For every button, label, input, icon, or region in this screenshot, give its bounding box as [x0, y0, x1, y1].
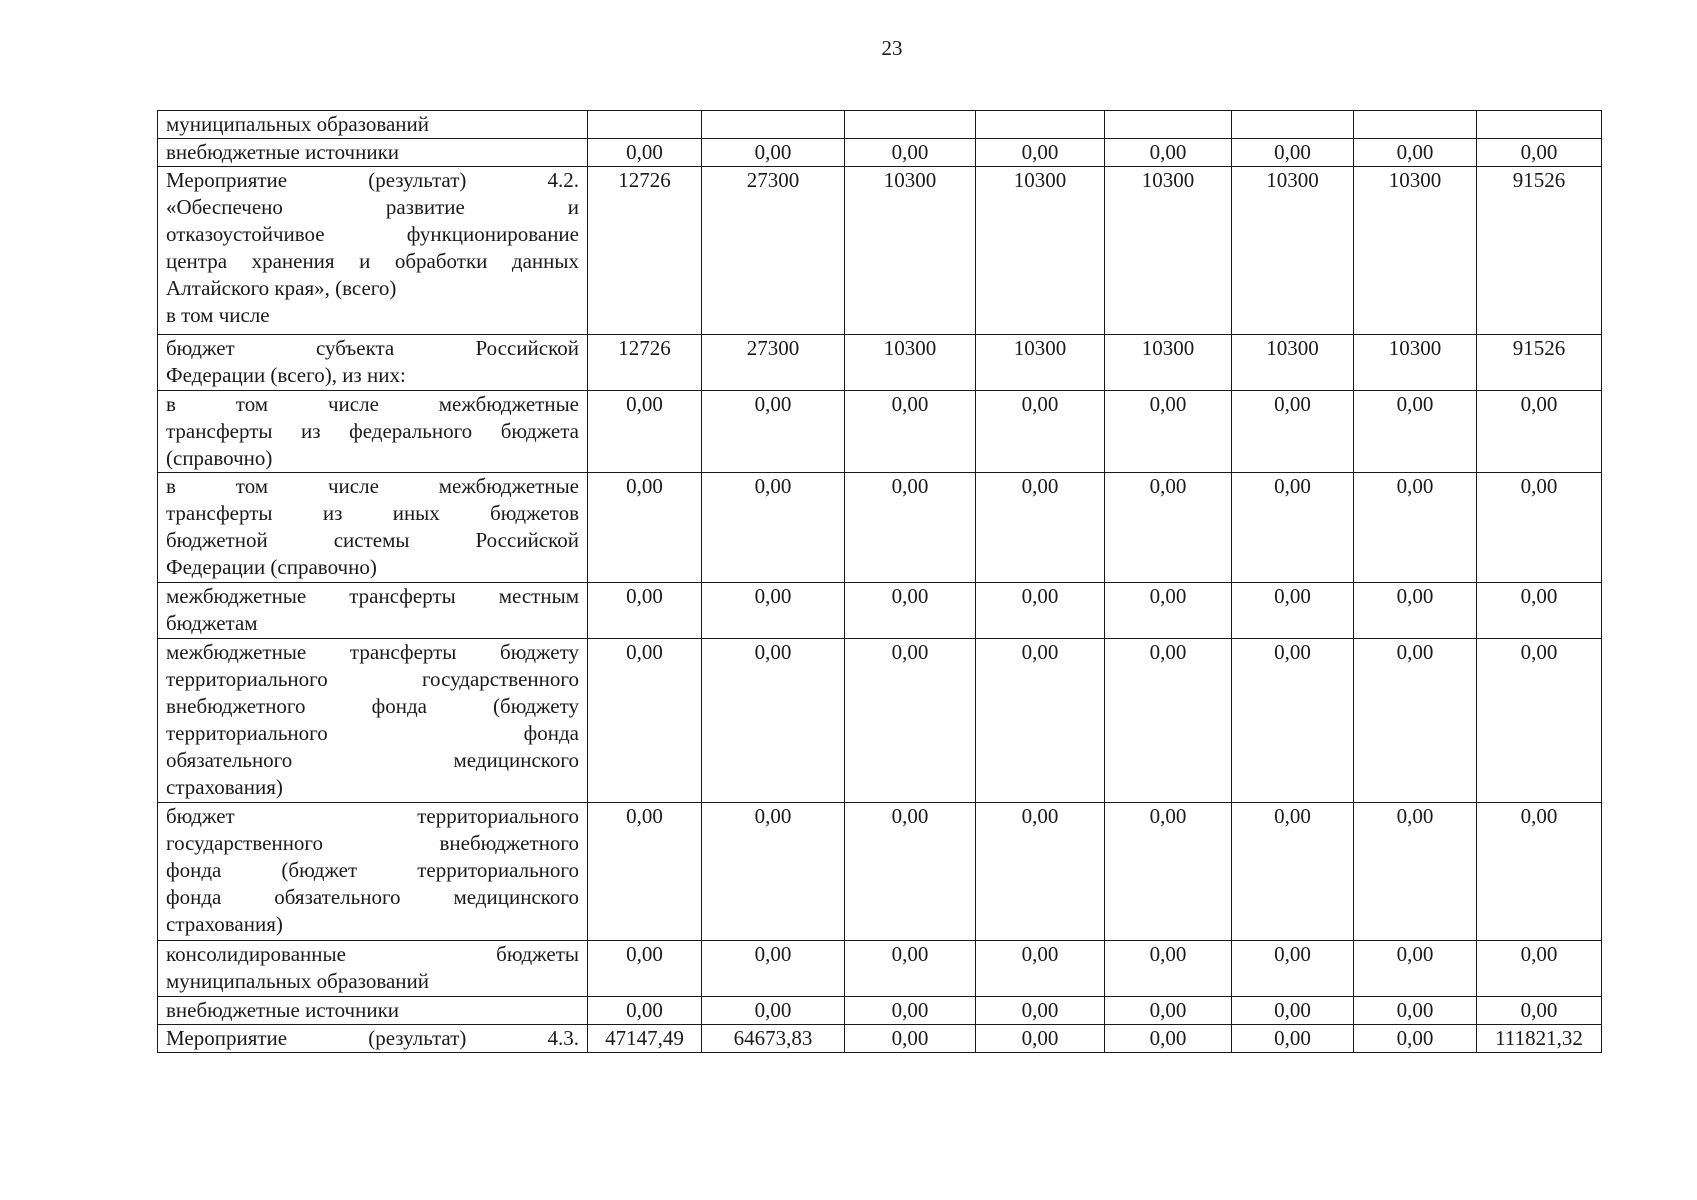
row-label-line: (справочно): [166, 446, 273, 470]
value-cell: 0,00: [588, 391, 702, 473]
budget-table-body: [158, 111, 1602, 1053]
value-cell: 10300: [1232, 167, 1354, 335]
value-cell: 0,00: [588, 639, 702, 803]
value-cell: 0,00: [845, 803, 976, 941]
row-label-line: внебюджетные источники: [166, 140, 400, 164]
row-label-line: трансферты из федерального бюджета: [166, 419, 579, 443]
value-cell: 91526: [1477, 167, 1602, 335]
value-cell: 0,00: [588, 803, 702, 941]
row-label-line: обязательного медицинского: [166, 748, 579, 772]
row-label-line: трансферты из иных бюджетов: [166, 501, 579, 525]
value-cell: 0,00: [976, 473, 1105, 583]
value-cell: 0,00: [1354, 639, 1477, 803]
value-cell: [976, 111, 1105, 139]
value-cell: 0,00: [1232, 803, 1354, 941]
value-cell: 0,00: [1105, 639, 1232, 803]
table-row: [158, 111, 1602, 139]
row-label-line: межбюджетные трансферты бюджету: [166, 640, 579, 664]
row-label-line: государственного внебюджетного: [166, 831, 579, 855]
value-cell: 0,00: [845, 473, 976, 583]
row-label: [158, 167, 588, 335]
value-cell: 0,00: [1105, 997, 1232, 1025]
value-cell: 0,00: [1354, 583, 1477, 639]
row-label-line: в том числе межбюджетные: [166, 392, 579, 416]
value-cell: 10300: [1354, 167, 1477, 335]
value-cell: 0,00: [976, 139, 1105, 167]
value-cell: 0,00: [1477, 639, 1602, 803]
value-cell: 27300: [702, 167, 845, 335]
value-cell: 0,00: [1105, 803, 1232, 941]
value-cell: 0,00: [976, 391, 1105, 473]
value-cell: 0,00: [1477, 473, 1602, 583]
value-cell: 0,00: [1105, 941, 1232, 997]
value-cell: 12726: [588, 335, 702, 391]
value-cell: 0,00: [1354, 1025, 1477, 1053]
value-cell: [1232, 111, 1354, 139]
page-number: 23: [881, 36, 903, 60]
value-cell: 0,00: [1232, 639, 1354, 803]
value-cell: 10300: [845, 335, 976, 391]
table-row: [158, 639, 1602, 803]
value-cell: [588, 111, 702, 139]
value-cell: 10300: [845, 167, 976, 335]
value-cell: 0,00: [976, 803, 1105, 941]
value-cell: 0,00: [702, 139, 845, 167]
value-cell: 0,00: [588, 473, 702, 583]
row-label-line: отказоустойчивое функционирование: [166, 222, 579, 246]
value-cell: 0,00: [1232, 139, 1354, 167]
row-label: [158, 391, 588, 473]
value-cell: 0,00: [1477, 803, 1602, 941]
table-row: [158, 473, 1602, 583]
value-cell: 0,00: [588, 997, 702, 1025]
row-label-line: фонда обязательного медицинского: [166, 885, 579, 909]
value-cell: 91526: [1477, 335, 1602, 391]
value-cell: 10300: [976, 335, 1105, 391]
table-row: [158, 997, 1602, 1025]
value-cell: 0,00: [845, 583, 976, 639]
value-cell: [1354, 111, 1477, 139]
table-row: [158, 803, 1602, 941]
value-cell: 0,00: [702, 941, 845, 997]
value-cell: 0,00: [976, 639, 1105, 803]
row-label-line: Мероприятие (результат) 4.2.: [166, 168, 579, 192]
value-cell: 0,00: [845, 639, 976, 803]
row-label-line: страхования): [166, 775, 283, 799]
row-label-line: бюджет субъекта Российской: [166, 336, 579, 360]
value-cell: 0,00: [976, 583, 1105, 639]
value-cell: 0,00: [1354, 941, 1477, 997]
value-cell: 0,00: [845, 139, 976, 167]
value-cell: 10300: [976, 167, 1105, 335]
value-cell: 27300: [702, 335, 845, 391]
value-cell: 0,00: [1232, 391, 1354, 473]
value-cell: 0,00: [845, 1025, 976, 1053]
row-label-line: центра хранения и обработки данных: [166, 249, 579, 273]
table-row: [158, 139, 1602, 167]
value-cell: 0,00: [1105, 391, 1232, 473]
value-cell: 0,00: [588, 941, 702, 997]
row-label: [158, 111, 588, 139]
value-cell: 0,00: [1232, 583, 1354, 639]
value-cell: 0,00: [1354, 391, 1477, 473]
row-label-line: бюджет территориального: [166, 804, 579, 828]
row-label-line: внебюджетные источники: [166, 998, 400, 1022]
table-row: [158, 167, 1602, 335]
value-cell: [702, 111, 845, 139]
value-cell: 0,00: [976, 997, 1105, 1025]
value-cell: 0,00: [702, 473, 845, 583]
value-cell: 10300: [1232, 335, 1354, 391]
table-row: [158, 941, 1602, 997]
row-label-line: Мероприятие (результат) 4.3.: [166, 1026, 579, 1050]
value-cell: 0,00: [1105, 139, 1232, 167]
row-label: [158, 639, 588, 803]
value-cell: 0,00: [1477, 139, 1602, 167]
row-label: [158, 997, 588, 1025]
value-cell: 0,00: [1477, 941, 1602, 997]
row-label-line: бюджетам: [166, 611, 258, 635]
value-cell: 0,00: [976, 941, 1105, 997]
value-cell: [845, 111, 976, 139]
row-label-line: Федерации (всего), из них:: [166, 363, 406, 387]
row-label-line: внебюджетного фонда (бюджету: [166, 694, 579, 718]
value-cell: 0,00: [845, 997, 976, 1025]
value-cell: 0,00: [702, 803, 845, 941]
row-label-line: территориального фонда: [166, 721, 579, 745]
row-label-line: в том числе межбюджетные: [166, 474, 579, 498]
value-cell: 0,00: [1477, 583, 1602, 639]
row-label-line: бюджетной системы Российской: [166, 528, 579, 552]
value-cell: 0,00: [588, 139, 702, 167]
row-label: [158, 803, 588, 941]
row-label-line: межбюджетные трансферты местным: [166, 584, 579, 608]
row-label: [158, 335, 588, 391]
value-cell: 0,00: [588, 583, 702, 639]
value-cell: 0,00: [1105, 473, 1232, 583]
table-row: [158, 391, 1602, 473]
row-label: [158, 941, 588, 997]
value-cell: 47147,49: [588, 1025, 702, 1053]
value-cell: 0,00: [1354, 139, 1477, 167]
value-cell: 0,00: [1354, 803, 1477, 941]
row-label-line: «Обеспечено развитие и: [166, 195, 579, 219]
value-cell: 0,00: [1105, 1025, 1232, 1053]
value-cell: 0,00: [1105, 583, 1232, 639]
value-cell: [1477, 111, 1602, 139]
value-cell: 0,00: [845, 941, 976, 997]
value-cell: 0,00: [1232, 997, 1354, 1025]
value-cell: 0,00: [845, 391, 976, 473]
value-cell: 0,00: [1354, 997, 1477, 1025]
budget-table: [157, 110, 1602, 1053]
value-cell: 0,00: [702, 997, 845, 1025]
value-cell: 0,00: [702, 583, 845, 639]
row-label: [158, 1025, 588, 1053]
value-cell: 0,00: [1477, 391, 1602, 473]
value-cell: 10300: [1105, 335, 1232, 391]
row-label-line: в том числе: [166, 303, 270, 327]
row-label-line: Федерации (справочно): [166, 555, 377, 579]
table-row: [158, 583, 1602, 639]
value-cell: 10300: [1354, 335, 1477, 391]
value-cell: 0,00: [702, 639, 845, 803]
value-cell: 0,00: [1232, 1025, 1354, 1053]
row-label-line: муниципальных образований: [166, 969, 429, 993]
value-cell: 0,00: [1232, 473, 1354, 583]
value-cell: 0,00: [1354, 473, 1477, 583]
table-row: [158, 1025, 1602, 1053]
row-label-line: муниципальных образований: [166, 112, 429, 136]
row-label-line: территориального государственного: [166, 667, 579, 691]
value-cell: [1105, 111, 1232, 139]
row-label: [158, 473, 588, 583]
value-cell: 12726: [588, 167, 702, 335]
row-label-line: Алтайского края», (всего): [166, 276, 397, 300]
value-cell: 0,00: [1477, 997, 1602, 1025]
value-cell: 10300: [1105, 167, 1232, 335]
value-cell: 0,00: [1232, 941, 1354, 997]
row-label-line: консолидированные бюджеты: [166, 942, 579, 966]
table-row: [158, 335, 1602, 391]
value-cell: 0,00: [976, 1025, 1105, 1053]
value-cell: 111821,32: [1477, 1025, 1602, 1053]
value-cell: 64673,83: [702, 1025, 845, 1053]
row-label: [158, 583, 588, 639]
row-label: [158, 139, 588, 167]
row-label-line: фонда (бюджет территориального: [166, 858, 579, 882]
row-label-line: страхования): [166, 912, 283, 936]
value-cell: 0,00: [702, 391, 845, 473]
